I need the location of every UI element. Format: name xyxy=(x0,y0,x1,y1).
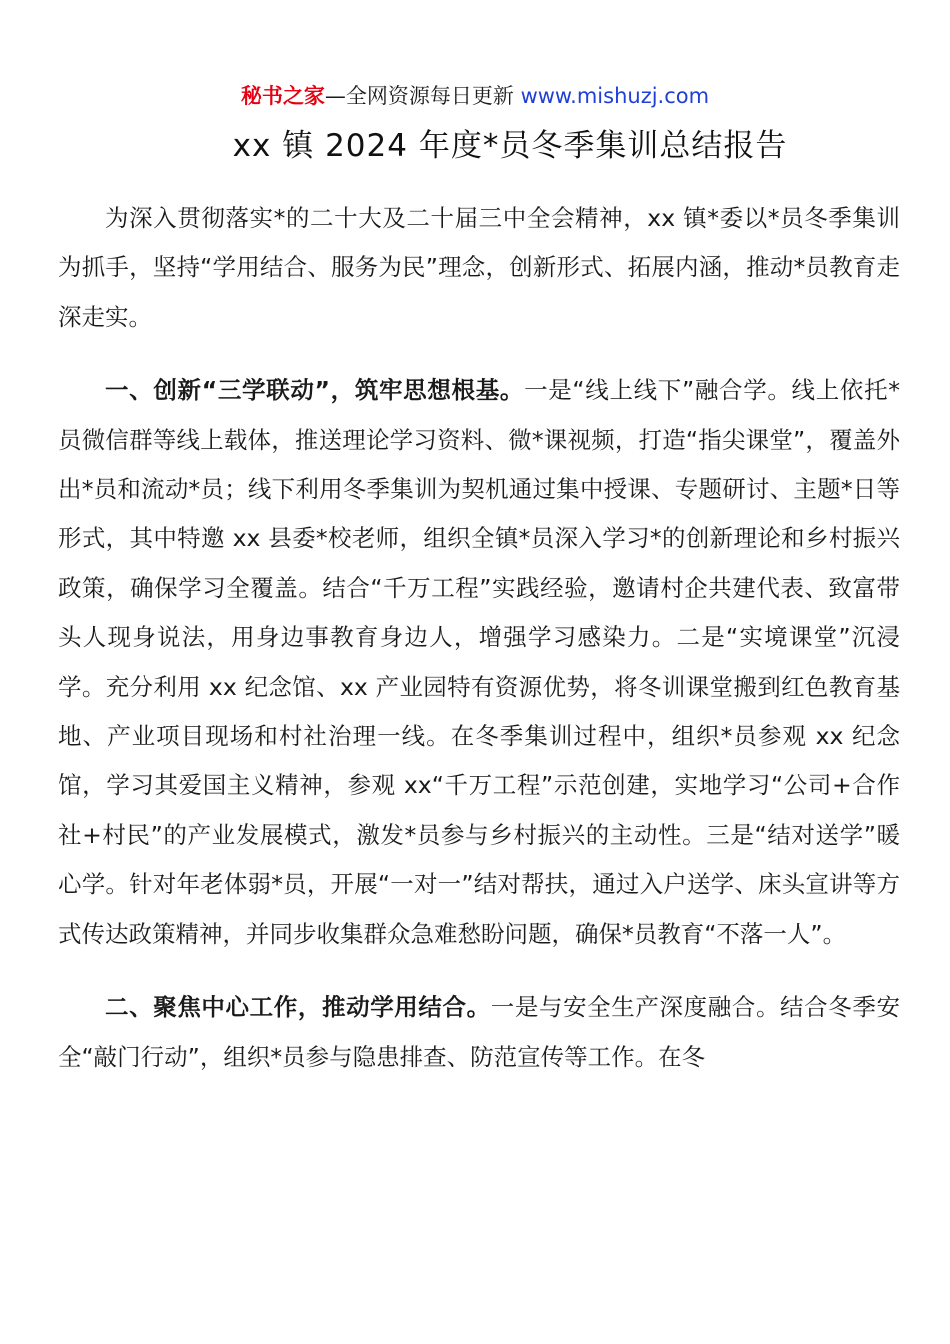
section-one-paragraph xyxy=(58,366,900,959)
site-banner xyxy=(0,82,950,110)
section-heading: 二、聚焦中心工作，推动学用结合。 xyxy=(105,993,491,1022)
section-heading: 一、创新“三学联动”，筑牢思想根基。 xyxy=(105,376,525,405)
document-title: xx 镇 2024 年度*员冬季集训总结报告 xyxy=(232,128,788,164)
banner-tagline: —全网资源每日更新 xyxy=(324,84,514,108)
intro-paragraph xyxy=(58,194,900,342)
section-two-paragraph xyxy=(58,983,900,1082)
site-url-link[interactable]: www.mishuzj.com xyxy=(520,84,710,108)
paragraph-text: 一是与安全生产深度融合。结合冬季安全“敲门行动”，组织*员参与隐患排查、防范宣传等工作。在冬 xyxy=(58,993,900,1071)
document-body xyxy=(58,194,900,1082)
paragraph-text: 一是“线上线下”融合学。线上依托*员微信群等线上载体，推送理论学习资料、微*课视频，打造“指尖课堂”，覆盖外出*员和流动*员；线下利用冬季集训为契机通过集中授课、专题研讨、主题*日等形式，其中特邀 xx 县委*校老师，组织全镇*员深入学习*的创新理论和乡村振兴政策，确保学习全覆盖。结合“千万工程”实践经验，邀请村企共建代表、致富带头人现身说法，用身边事教育身边人，增强学习感染力。二是“实境课堂”沉浸学。充分利用 xx 纪念馆、xx 产业园特有资源优势，将冬训课堂搬到红色教育基地、产业项目现场和村社治理一线。在冬季集训过程中，组织*员参观 xx 纪念馆，学习其爱国主义精神，参观 xx“千万工程”示范创建，实地学习“公司+合作社+村民”的产业发展模式，激发*员参与乡村振兴的主动性。三是“结对送学”暖心学。针对年老体弱*员，开展“一对一”结对帮扶，通过入户送学、床头宣讲等方式传达政策精神，并同步收集群众急难愁盼问题，确保*员教育“不落一人”。 xyxy=(58,376,901,948)
paragraph-text: 为深入贯彻落实*的二十大及二十届三中全会精神，xx 镇*委以*员冬季集训为抓手，坚持“学用结合、服务为民”理念，创新形式、拓展内涵，推动*员教育走深走实。 xyxy=(58,204,900,331)
brand-name: 秘书之家 xyxy=(240,84,325,108)
